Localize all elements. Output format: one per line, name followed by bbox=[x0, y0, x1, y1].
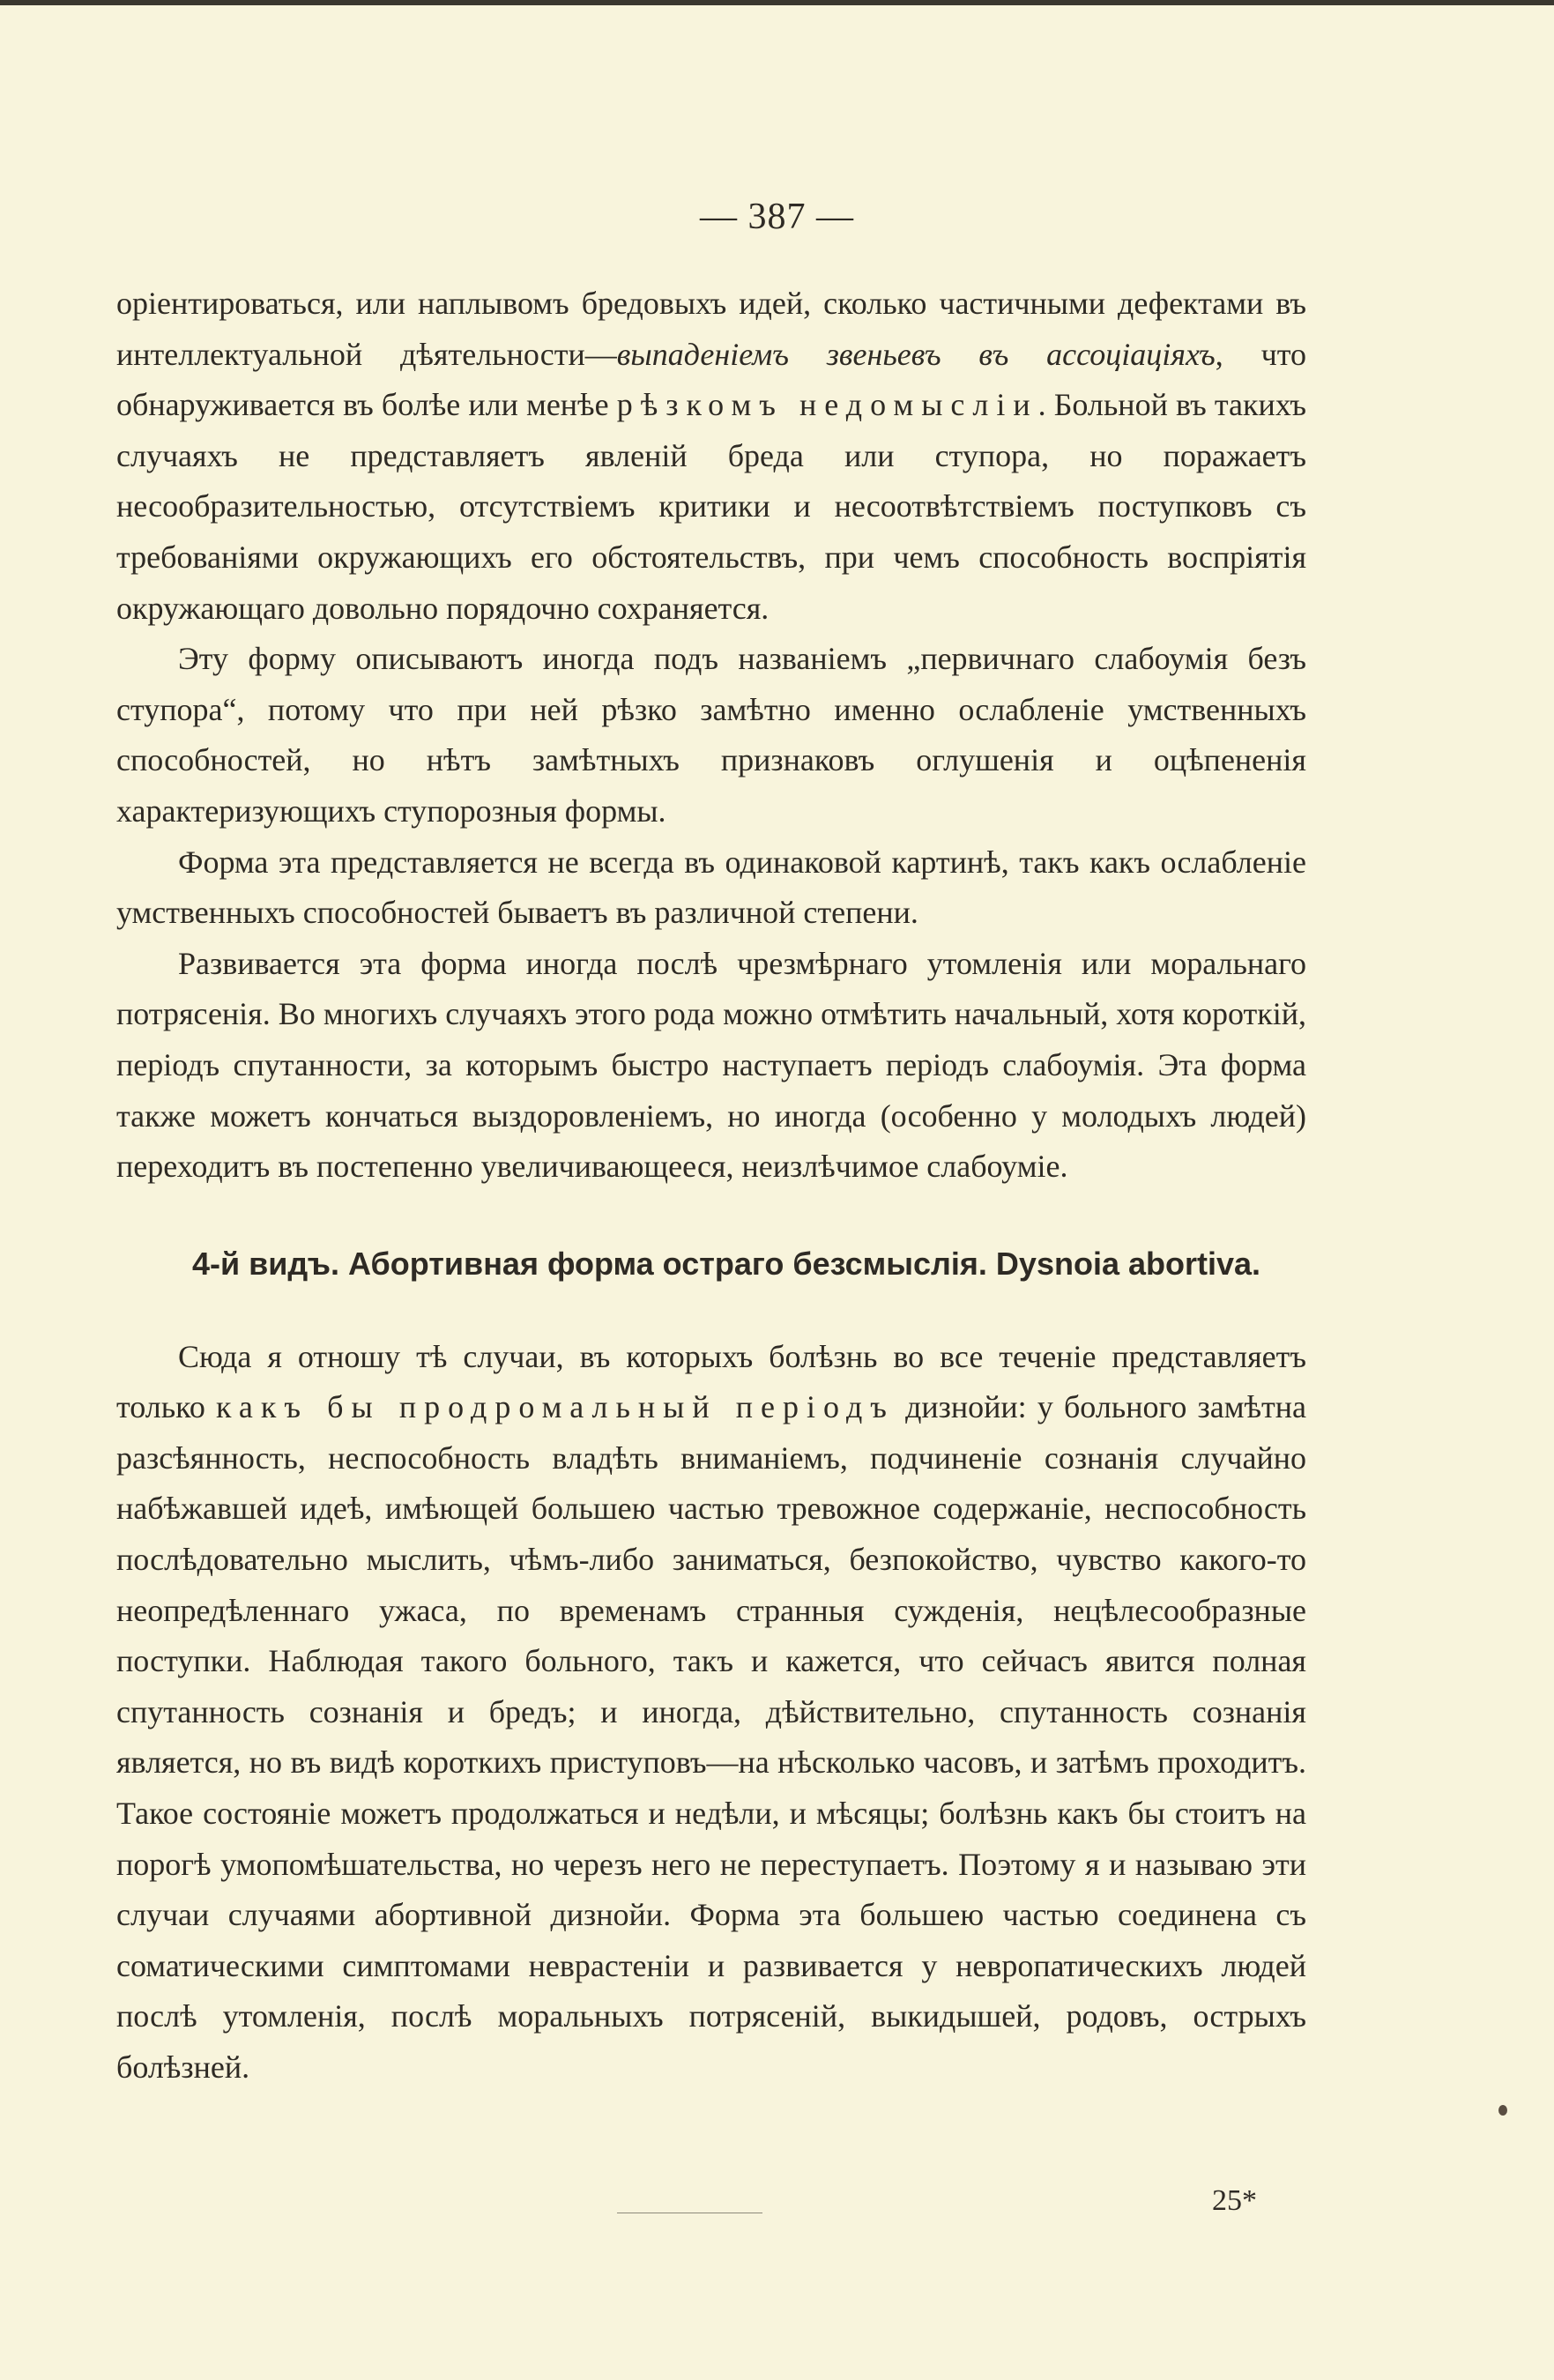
paragraph-1-text-c: , что обнаруживается въ болѣе или менѣе bbox=[116, 336, 1306, 423]
paragraph-5-spaced: какъ бы продромальный періодъ bbox=[215, 1389, 895, 1425]
paragraph-1-text-a: оріентироваться, или наплывомъ бредовыхъ идей, сколько частичными дефектами въ интеллектуальной дѣятельности— bbox=[116, 286, 1306, 372]
paragraph-1 bbox=[116, 279, 1306, 634]
section-heading: 4-й видъ. Абортивная форма остраго безсмыслія. Dysnoia abortiva. bbox=[192, 1245, 1261, 1282]
paragraph-2: Эту форму описываютъ иногда подъ названіемъ „первичнаго слабоумія безъ ступора“, потому что при ней рѣзко замѣтно именно ослабленіе умственныхъ способностей, но нѣтъ замѣтныхъ признаковъ оглушенія и оцѣпененія характеризующихъ ступорозныя формы. bbox=[116, 641, 1306, 829]
paragraph-1-italic: выпаденіемъ звеньевъ въ ассоціаціяхъ bbox=[616, 336, 1216, 372]
page-body bbox=[116, 279, 1306, 2094]
ink-spot bbox=[1498, 2105, 1507, 2116]
page-number: — 387 — bbox=[700, 197, 854, 237]
paragraph-1-text-e: . Больной въ такихъ случаяхъ не представляетъ явленій бреда или ступора, но поражаетъ несообразительностью, отсутствіемъ критики и несоотвѣтствіемъ поступковъ съ требованіями окружающихъ его обстоятельствъ, при чемъ способность воспріятія окружающаго довольно порядочно сохраняется. bbox=[116, 387, 1306, 626]
scan-top-edge bbox=[0, 0, 1554, 5]
paragraph-1-spaced: рѣзкомъ недомысліи bbox=[616, 387, 1038, 423]
paragraph-5-text-a: Сюда я отношу тѣ случаи, въ которыхъ болѣзнь во все теченіе представляетъ только bbox=[116, 1338, 1306, 1425]
paragraph-4: Развивается эта форма иногда послѣ чрезмѣрнаго утомленія или моральнаго потрясенія. Во многихъ случаяхъ этого рода можно отмѣтить начальный, хотя короткій, періодъ спутанности, за которымъ быстро наступаетъ періодъ слабоумія. Эта форма также можетъ кончаться выздоровленіемъ, но иногда (особенно у молодыхъ людей) переходитъ въ постепенно увеличивающееся, неизлѣчимое слабоуміе. bbox=[116, 945, 1306, 1185]
paragraph-3: Форма эта представляется не всегда въ одинаковой картинѣ, такъ какъ ослабленіе умственныхъ способностей бываетъ въ различной степени. bbox=[116, 844, 1306, 931]
paragraph-5-text-c: дизнойи: у больного замѣтна разсѣянность, неспособность владѣть вниманіемъ, подчиненіе сознанія случайно набѣжавшей идеѣ, имѣющей большею частью тревожное содержаніе, неспособность послѣдовательно мыслить, чѣмъ-либо заниматься, безпокойство, чувство какого-то неопредѣленнаго ужаса, по временамъ странныя сужденія, нецѣлесообразные поступки. Наблюдая такого больного, такъ и кажется, что сейчасъ явится полная спутанность сознанія и бредъ; и иногда, дѣйствительно, спутанность сознанія является, но въ видѣ короткихъ приступовъ—на нѣсколько часовъ, и затѣмъ проходитъ. Такое состояніе можетъ продолжаться и недѣли, и мѣсяцы; болѣзнь какъ бы стоитъ на порогѣ умопомѣшательства, но черезъ него не переступаетъ. Поэтому я и называю эти случаи случаями абортивной дизнойи. Форма эта большею частью соединена съ соматическими симптомами неврастеніи и развивается у невропатическихъ людей послѣ утомленія, послѣ моральныхъ потрясеній, выкидышей, родовъ, острыхъ болѣзней. bbox=[116, 1389, 1307, 2085]
signature-mark: 25* bbox=[1212, 2184, 1257, 2217]
paragraph-5 bbox=[116, 1332, 1306, 2094]
